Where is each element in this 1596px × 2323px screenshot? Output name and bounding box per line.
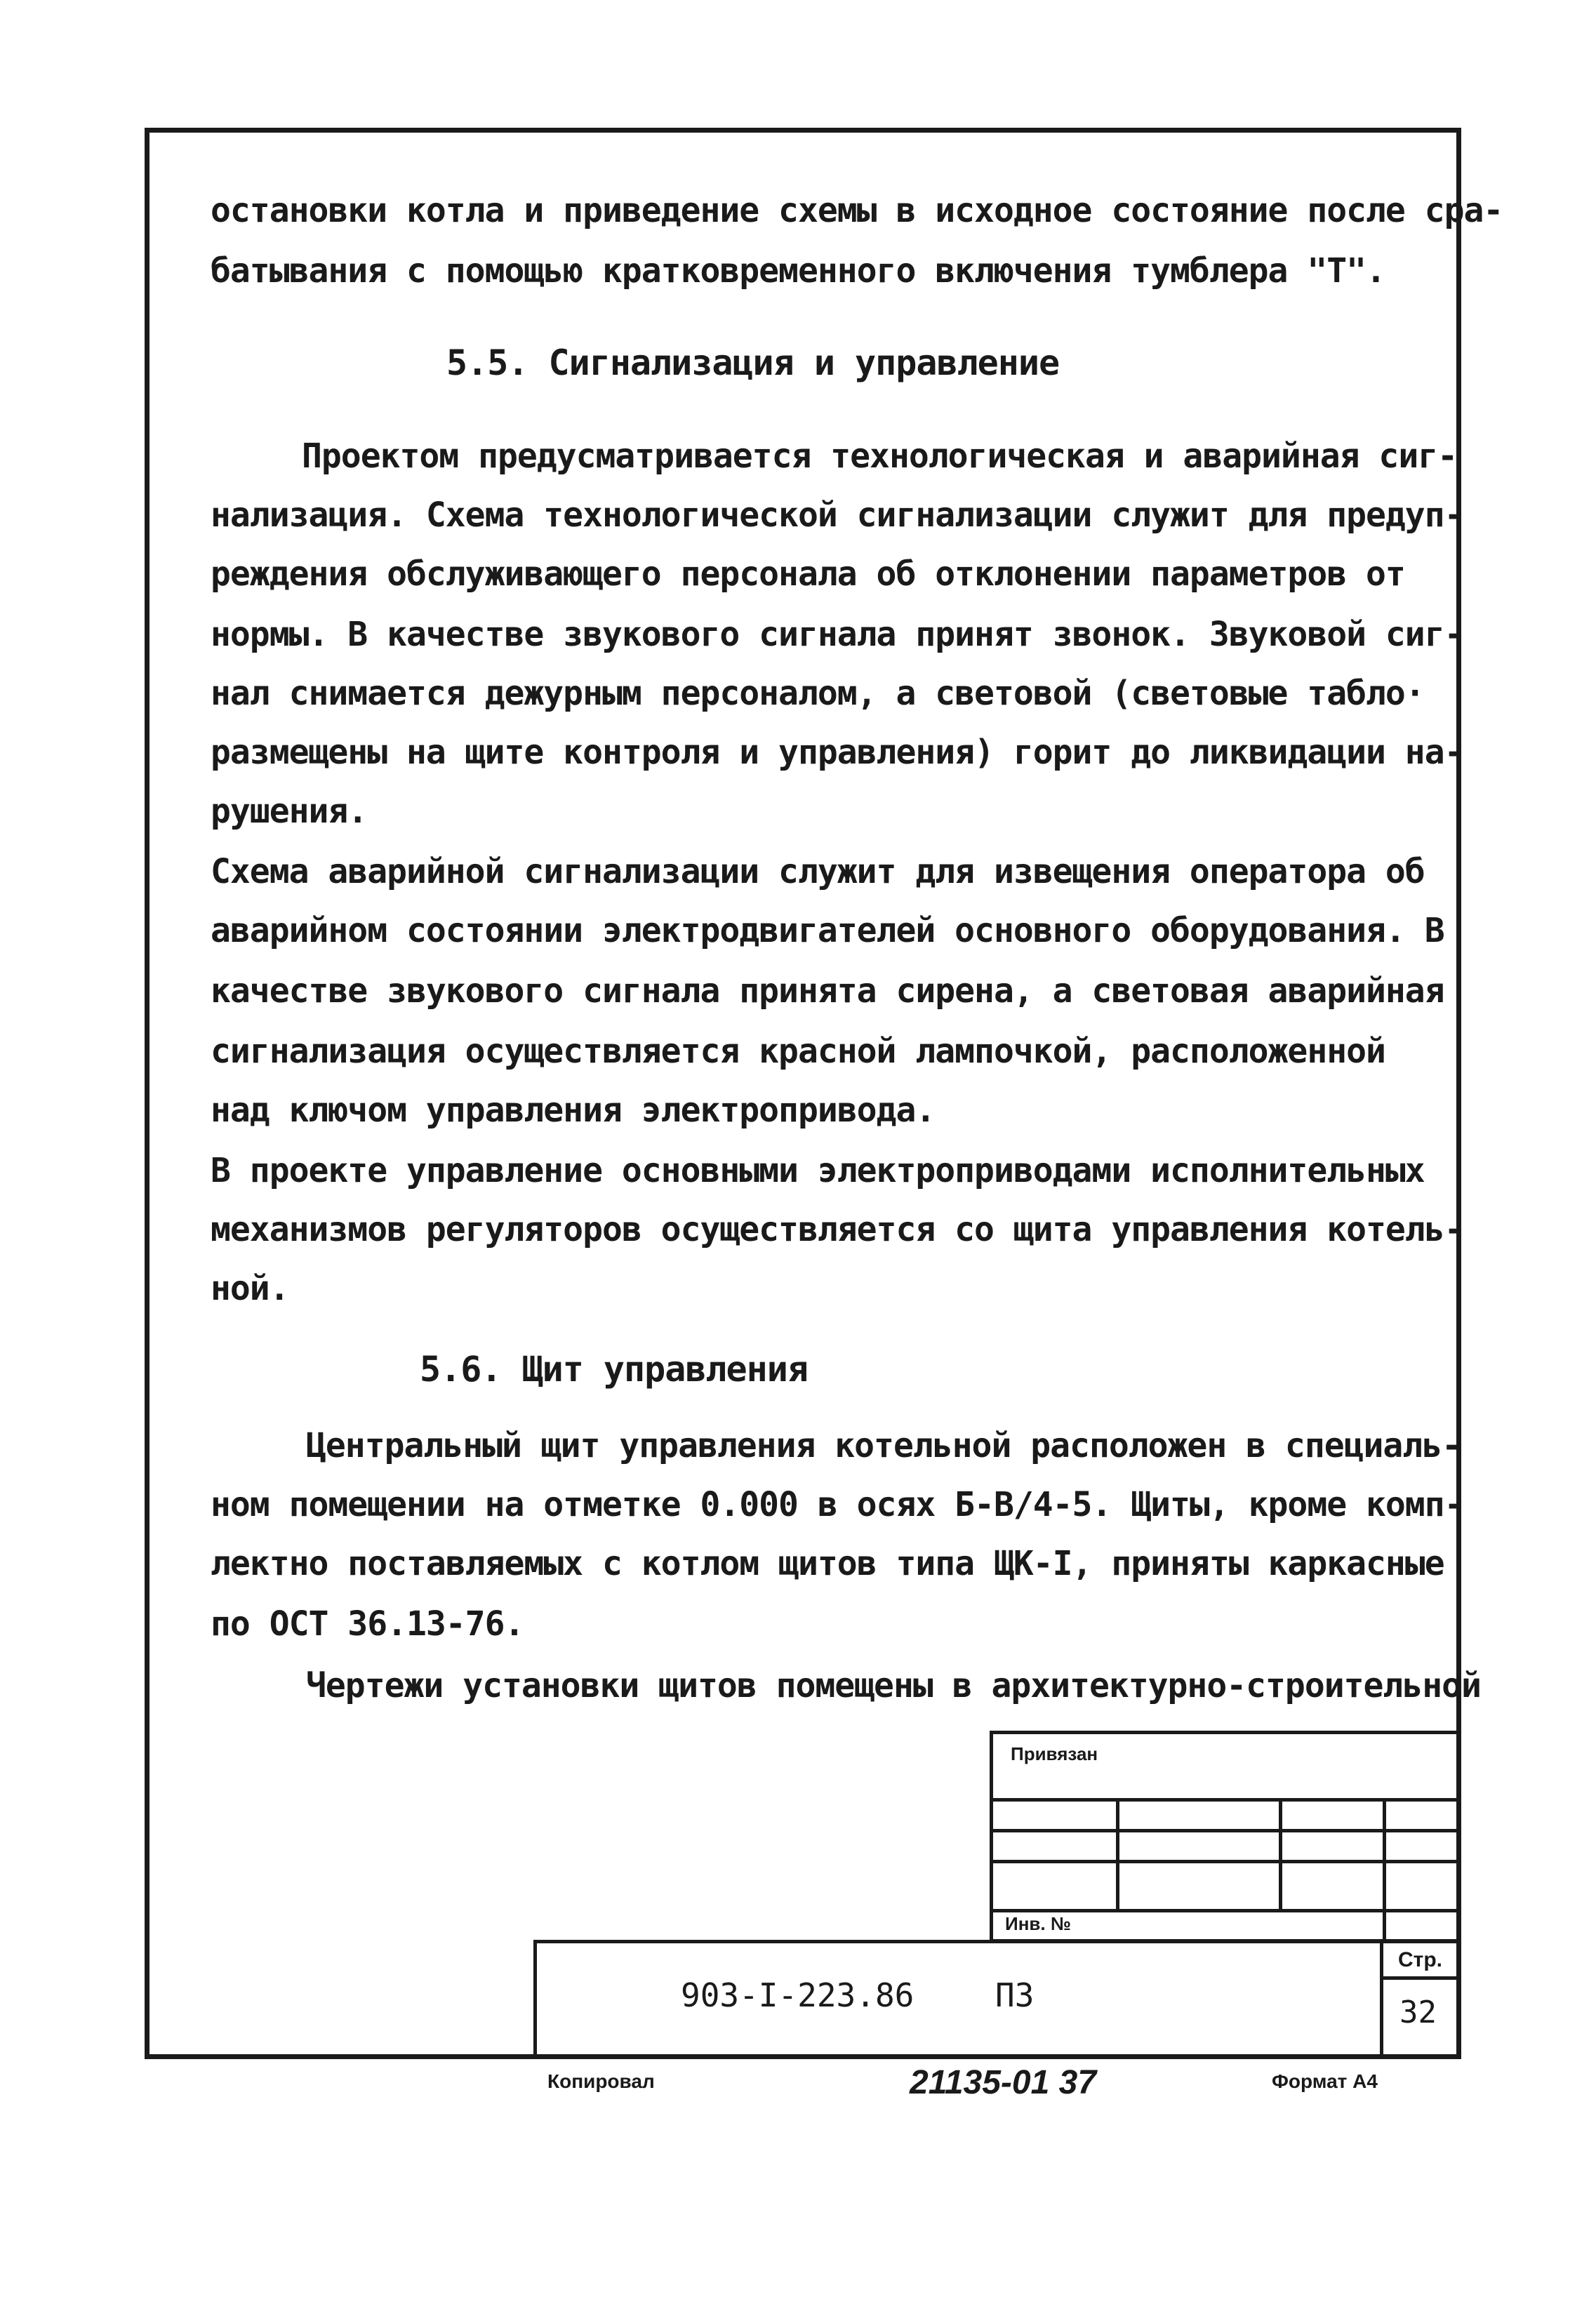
inv-no-label: Инв. №	[1005, 1913, 1071, 1934]
format-label: Формат А4	[1272, 2070, 1378, 2092]
section-heading: 5.6. Щит управления	[420, 1349, 808, 1390]
text-line: В проекте управление основными электроприводами исполнительных	[211, 1151, 1425, 1190]
stamp-divider	[1279, 1798, 1282, 1909]
text-line: качестве звукового сигнала принята сирена, а световая аварийная	[211, 971, 1444, 1011]
document-code: 903-I-223.86	[681, 1976, 915, 2014]
stamp-rule	[990, 1909, 1461, 1912]
text-line: Проектом предусматривается технологическая и аварийная сиг-	[302, 437, 1458, 476]
stamp-divider	[1116, 1798, 1119, 1909]
text-line: лектно поставляемых с котлом щитов типа ЩК-I, приняты каркасные	[211, 1544, 1444, 1583]
text-line: ном помещении на отметке 0.000 в осях Б-В/4-5. Щиты, кроме комп-	[211, 1485, 1464, 1524]
text-line: остановки котла и приведение схемы в исходное состояние после сра-	[211, 191, 1503, 230]
text-line: рушения.	[211, 792, 368, 831]
title-block-rule	[1380, 1976, 1461, 1980]
privyazan-label: Привязан	[1011, 1743, 1098, 1764]
text-line: над ключом управления электропривода.	[211, 1091, 936, 1130]
section-heading: 5.5. Сигнализация и управление	[446, 342, 1060, 383]
page-label: Стр.	[1398, 1948, 1443, 1971]
text-line: батывания с помощью кратковременного включения тумблера "Т".	[211, 251, 1385, 291]
text-line: нормы. В качестве звукового сигнала принят звонок. Звуковой сиг-	[211, 615, 1464, 654]
kopiroval-label: Копировал	[547, 2070, 655, 2092]
stamp-rule	[990, 1860, 1461, 1863]
text-line: сигнализация осуществляется красной лампочкой, расположенной	[211, 1032, 1385, 1071]
stamp-divider	[1383, 1798, 1386, 1943]
page-number: 32	[1399, 1995, 1437, 2030]
text-line: размещены на щите контроля и управления) горит до ликвидации на-	[211, 733, 1464, 772]
text-line: аварийном состоянии электродвигателей основного оборудования. В	[211, 911, 1444, 950]
section-code: ПЗ	[995, 1976, 1035, 2014]
title-block-divider	[1380, 1940, 1383, 2059]
text-line: Схема аварийной сигнализации служит для извещения оператора об	[211, 852, 1425, 891]
stamp-rule	[990, 1798, 1461, 1802]
stamp-rule	[990, 1829, 1461, 1832]
text-line: Центральный щит управления котельной расположен в специаль-	[306, 1426, 1462, 1465]
handwritten-number: 21135-01 37	[910, 2064, 1097, 2101]
text-line: по ОСТ 36.13-76.	[211, 1604, 524, 1644]
text-line: Чертежи установки щитов помещены в архитектурно-строительной	[306, 1666, 1481, 1705]
text-line: нализация. Схема технологической сигнализации служит для предуп-	[211, 495, 1464, 535]
text-line: ной.	[211, 1269, 289, 1308]
text-line: механизмов регуляторов осуществляется со щита управления котель-	[211, 1210, 1464, 1249]
text-line: реждения обслуживающего персонала об отклонении параметров от	[211, 554, 1405, 594]
text-line: нал снимается дежурным персоналом, а световой (световые табло·	[211, 674, 1425, 713]
